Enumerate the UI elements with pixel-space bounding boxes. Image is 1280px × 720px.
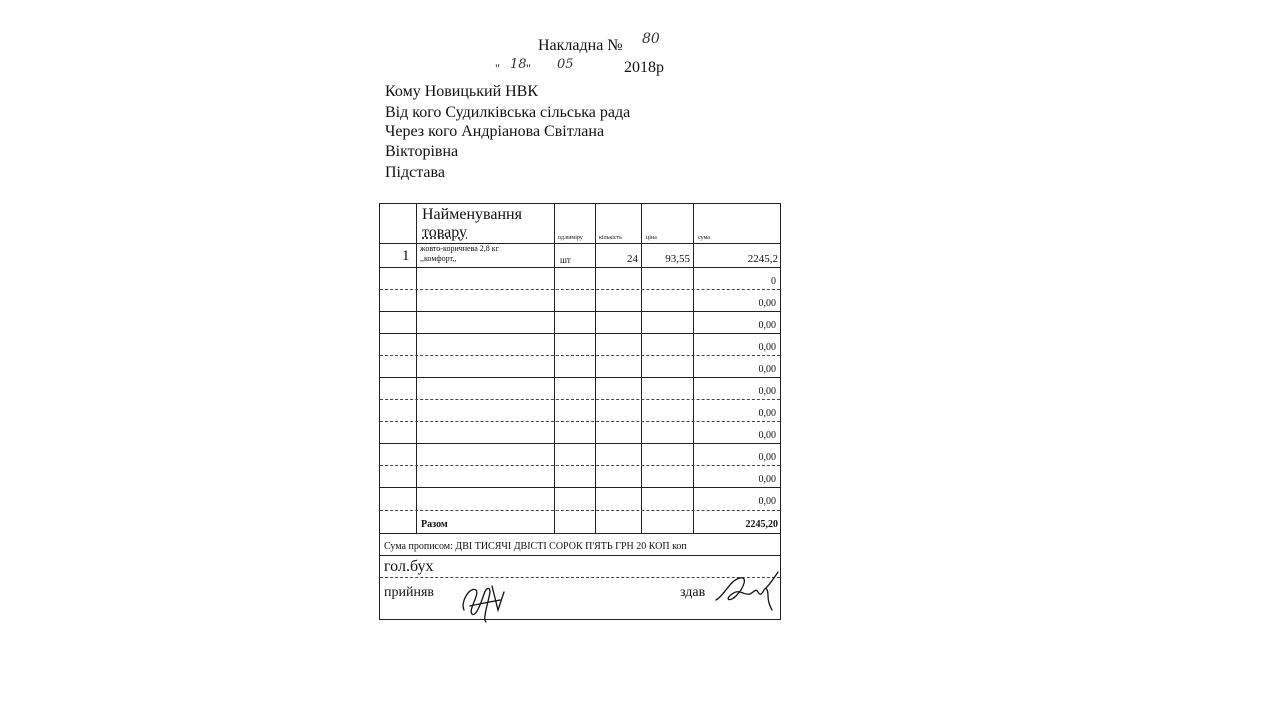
via-line-continued: Вікторівна xyxy=(385,143,459,160)
col-divider-name xyxy=(554,204,555,534)
handed-over-label: здав xyxy=(680,585,706,600)
row-divider xyxy=(380,355,780,356)
sender-line: Від кого Судилківська сільська рада xyxy=(385,104,631,121)
empty-row-sum: 0,00 xyxy=(758,496,776,507)
chief-accountant-label: гол.бух xyxy=(384,558,434,575)
header-sum: сума xyxy=(698,235,710,241)
row-product-name xyxy=(420,244,499,264)
recipient-line: Кому Новицький НВК xyxy=(385,83,539,100)
date-year: 2018р xyxy=(624,59,664,76)
empty-row-sum: 0,00 xyxy=(758,320,776,331)
invoice-table xyxy=(379,203,781,620)
row-divider xyxy=(380,289,780,290)
total-sum: 2245,20 xyxy=(745,519,778,530)
amount-in-words: Сума прописом: ДВІ ТИСЯЧІ ДВІСТІ СОРОК П'ЯТЬ ГРН 20 КОП коп xyxy=(384,541,687,552)
row-product-name-line1: жовто-коричнева 2,8 кг xyxy=(420,244,499,253)
header-name xyxy=(422,206,522,242)
row-price: 93,55 xyxy=(665,253,690,265)
total-label: Разом xyxy=(421,519,448,530)
document-title xyxy=(538,31,660,55)
row-sum: 2245,2 xyxy=(747,253,778,265)
empty-row-sum: 0,00 xyxy=(758,298,776,309)
header-name-line1: Найменування xyxy=(422,206,522,223)
handed-signature xyxy=(714,566,780,616)
col-divider-no xyxy=(416,204,417,534)
basis-line: Підстава xyxy=(385,164,445,181)
row-divider xyxy=(380,333,780,334)
invoice-number-handwritten: 80 xyxy=(642,31,660,47)
date-close-quote: " xyxy=(526,61,531,75)
total-divider xyxy=(380,533,780,534)
row-divider xyxy=(380,267,780,268)
row-unit: шт xyxy=(560,255,571,265)
empty-row-sum: 0,00 xyxy=(758,386,776,397)
footer-divider xyxy=(380,555,780,556)
empty-row-sum: 0,00 xyxy=(758,364,776,375)
row-divider xyxy=(380,443,780,444)
row-divider xyxy=(380,399,780,400)
empty-row-sum: 0,00 xyxy=(758,452,776,463)
accepted-signature xyxy=(456,580,508,624)
date-month: 05 xyxy=(557,57,574,72)
accepted-by-label: прийняв xyxy=(384,585,435,600)
row-divider xyxy=(380,421,780,422)
row-product-name-line2: ,,комфорт,, xyxy=(420,254,457,263)
empty-row-sum: 0,00 xyxy=(758,408,776,419)
empty-row-sum: 0,00 xyxy=(758,430,776,441)
empty-row-sum: 0,00 xyxy=(758,474,776,485)
row-quantity: 24 xyxy=(627,253,638,265)
empty-row-sum: 0 xyxy=(771,276,776,287)
header-unit: од.виміру xyxy=(558,235,583,241)
header-price: ціна xyxy=(646,235,657,241)
header-name-line2: товару xyxy=(422,224,468,241)
date-day: 18 xyxy=(510,57,527,72)
row-divider xyxy=(380,510,780,511)
row-divider xyxy=(380,311,780,312)
row-number: 1 xyxy=(402,248,410,264)
col-divider-price xyxy=(693,204,694,534)
title-text: Накладна № xyxy=(538,37,623,54)
row-divider xyxy=(380,377,780,378)
empty-row-sum: 0,00 xyxy=(758,342,776,353)
row-divider xyxy=(380,487,780,488)
via-line: Через кого Андріанова Світлана xyxy=(385,123,605,140)
document-date xyxy=(495,57,695,79)
header-qty: кількість xyxy=(599,235,622,241)
row-divider xyxy=(380,465,780,466)
date-open-quote: " xyxy=(495,61,500,75)
